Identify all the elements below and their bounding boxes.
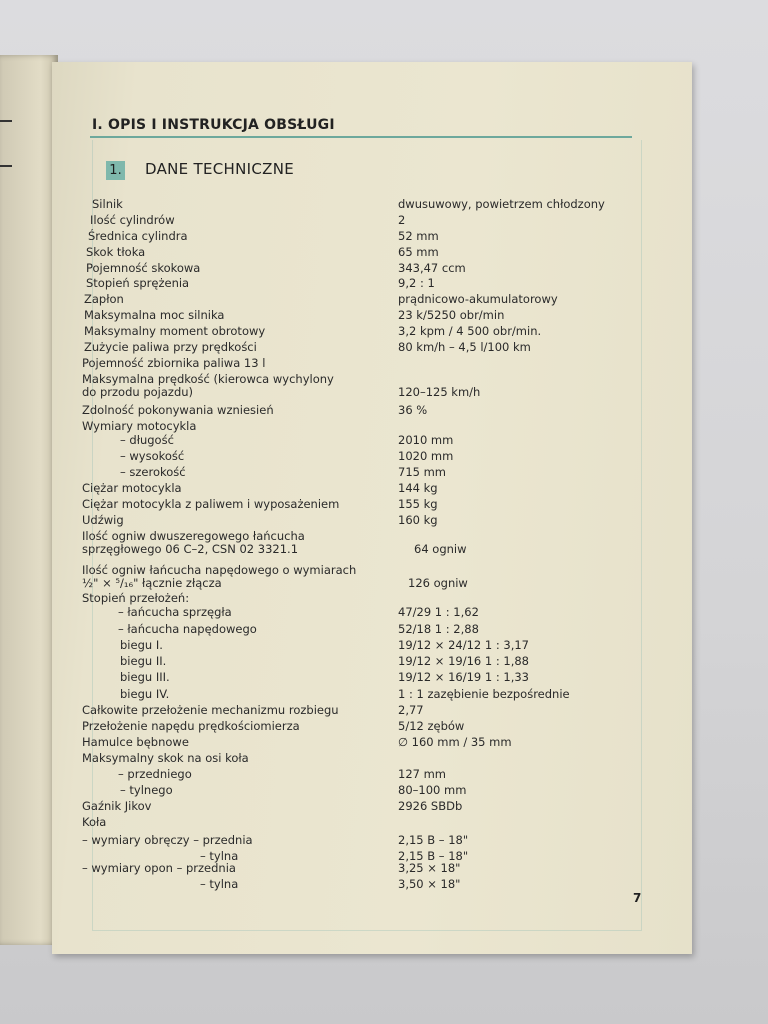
spec-label: Maksymalna moc silnika bbox=[84, 308, 225, 322]
spec-label: Maksymalny moment obrotowy bbox=[84, 324, 266, 338]
spec-label: Stopień przełożeń: bbox=[82, 591, 190, 605]
left-page-edge bbox=[0, 55, 58, 945]
spec-label: do przodu pojazdu) bbox=[82, 385, 194, 399]
spec-label: – łańcucha sprzęgła bbox=[118, 605, 232, 619]
spec-label: – łańcucha napędowego bbox=[118, 622, 257, 636]
spec-label: biegu IV. bbox=[120, 687, 170, 701]
spec-value: 144 kg bbox=[398, 481, 438, 495]
spec-label: Pojemność skokowa bbox=[86, 261, 201, 275]
spec-value: 126 ogniw bbox=[408, 576, 468, 590]
spec-label: Ilość cylindrów bbox=[90, 213, 175, 227]
spec-label: Silnik bbox=[92, 197, 123, 211]
spec-label: – wysokość bbox=[120, 449, 185, 463]
spec-value: 2,77 bbox=[398, 703, 424, 717]
spec-label: Pojemność zbiornika paliwa 13 l bbox=[82, 356, 266, 370]
spec-value: 343,47 ccm bbox=[398, 261, 466, 275]
spec-label: Skok tłoka bbox=[86, 245, 146, 259]
spec-label: Maksymalna prędkość (kierowca wychylony bbox=[82, 372, 334, 386]
spec-label: Średnica cylindra bbox=[88, 229, 188, 243]
spec-label: biegu I. bbox=[120, 638, 163, 652]
spec-label: sprzęgłowego 06 C–2, CSN 02 3321.1 bbox=[82, 542, 299, 556]
spec-label: Zużycie paliwa przy prędkości bbox=[84, 340, 257, 354]
spec-value: 2010 mm bbox=[398, 433, 454, 447]
spec-label: Hamulce bębnowe bbox=[82, 735, 189, 749]
chapter-title: I. OPIS I INSTRUKCJA OBSŁUGI bbox=[92, 117, 335, 133]
spec-label: Zapłon bbox=[84, 292, 124, 306]
spec-value: 155 kg bbox=[398, 497, 438, 511]
spec-label: Udźwig bbox=[82, 513, 124, 527]
spec-label: Przełożenie napędu prędkościomierza bbox=[82, 719, 300, 733]
spec-label: Gaźnik Jikov bbox=[82, 799, 152, 813]
spec-value: 65 mm bbox=[398, 245, 439, 259]
spec-value: 120–125 km/h bbox=[398, 385, 481, 399]
spec-value: 19/12 × 16/19 1 : 1,33 bbox=[398, 670, 529, 684]
spec-label: – długość bbox=[120, 433, 174, 447]
spec-value: 52/18 1 : 2,88 bbox=[398, 622, 479, 636]
book-page bbox=[52, 62, 692, 954]
spec-value: 2,15 B – 18" bbox=[398, 849, 469, 863]
spec-label: biegu II. bbox=[120, 654, 167, 668]
spec-value: 3,25 × 18" bbox=[398, 861, 461, 875]
spec-value: 19/12 × 24/12 1 : 3,17 bbox=[398, 638, 529, 652]
spec-value: 9,2 : 1 bbox=[398, 276, 435, 290]
section-title: DANE TECHNICZNE bbox=[145, 160, 294, 178]
spec-label: Całkowite przełożenie mechanizmu rozbiegu bbox=[82, 703, 339, 717]
spec-value: 19/12 × 19/16 1 : 1,88 bbox=[398, 654, 529, 668]
spec-value: 47/29 1 : 1,62 bbox=[398, 605, 479, 619]
spec-label: Maksymalny skok na osi koła bbox=[82, 751, 249, 765]
spec-label: biegu III. bbox=[120, 670, 170, 684]
spec-value: 1020 mm bbox=[398, 449, 454, 463]
spec-value: 52 mm bbox=[398, 229, 439, 243]
spec-value: 2,15 B – 18" bbox=[398, 833, 469, 847]
spec-label: Zdolność pokonywania wzniesień bbox=[82, 403, 274, 417]
section-number-badge: 1. bbox=[106, 161, 125, 180]
spec-label: – wymiary opon – przednia bbox=[82, 861, 236, 875]
spec-label: – wymiary obręczy – przednia bbox=[82, 833, 253, 847]
spec-value: 80 km/h – 4,5 l/100 km bbox=[398, 340, 531, 354]
spec-value: 2926 SBDb bbox=[398, 799, 463, 813]
spec-value: ∅ 160 mm / 35 mm bbox=[398, 735, 512, 749]
spec-value: 3,50 × 18" bbox=[398, 877, 461, 891]
spec-value: 127 mm bbox=[398, 767, 447, 781]
spec-value: dwusuwowy, powietrzem chłodzony bbox=[398, 197, 605, 211]
spec-label: – szerokość bbox=[120, 465, 186, 479]
spec-label: Stopień sprężenia bbox=[86, 276, 190, 290]
spec-value: 2 bbox=[398, 213, 406, 227]
spec-value: 23 k/5250 obr/min bbox=[398, 308, 505, 322]
spec-label: – tylna bbox=[200, 877, 239, 891]
spec-value: 3,2 kpm / 4 500 obr/min. bbox=[398, 324, 542, 338]
spec-label: Wymiary motocykla bbox=[82, 419, 197, 433]
spec-label: Koła bbox=[82, 815, 107, 829]
left-page-mark bbox=[0, 165, 12, 167]
spec-label: Ilość ogniw dwuszeregowego łańcucha bbox=[82, 529, 305, 543]
spec-value: prądnicowo-akumulatorowy bbox=[398, 292, 558, 306]
left-page-mark bbox=[0, 120, 12, 122]
spec-label: – tylnego bbox=[120, 783, 173, 797]
spec-label: – przedniego bbox=[118, 767, 192, 781]
spec-label: Ciężar motocykla z paliwem i wyposażeniem bbox=[82, 497, 340, 511]
spec-label: Ilość ogniw łańcucha napędowego o wymiarach bbox=[82, 563, 357, 577]
spec-value: 5/12 zębów bbox=[398, 719, 465, 733]
spec-value: 36 % bbox=[398, 403, 428, 417]
spec-value: 160 kg bbox=[398, 513, 438, 527]
spec-value: 64 ogniw bbox=[414, 542, 467, 556]
spec-label: ½" × ⁵/₁₆" łącznie złącza bbox=[82, 576, 222, 590]
spec-label: – tylna bbox=[200, 849, 239, 863]
spec-value: 80–100 mm bbox=[398, 783, 467, 797]
spec-label: Ciężar motocykla bbox=[82, 481, 182, 495]
spec-value: 715 mm bbox=[398, 465, 447, 479]
page-number: 7 bbox=[633, 891, 642, 905]
spec-value: 1 : 1 zazębienie bezpośrednie bbox=[398, 687, 570, 701]
heading-rule bbox=[90, 136, 632, 138]
